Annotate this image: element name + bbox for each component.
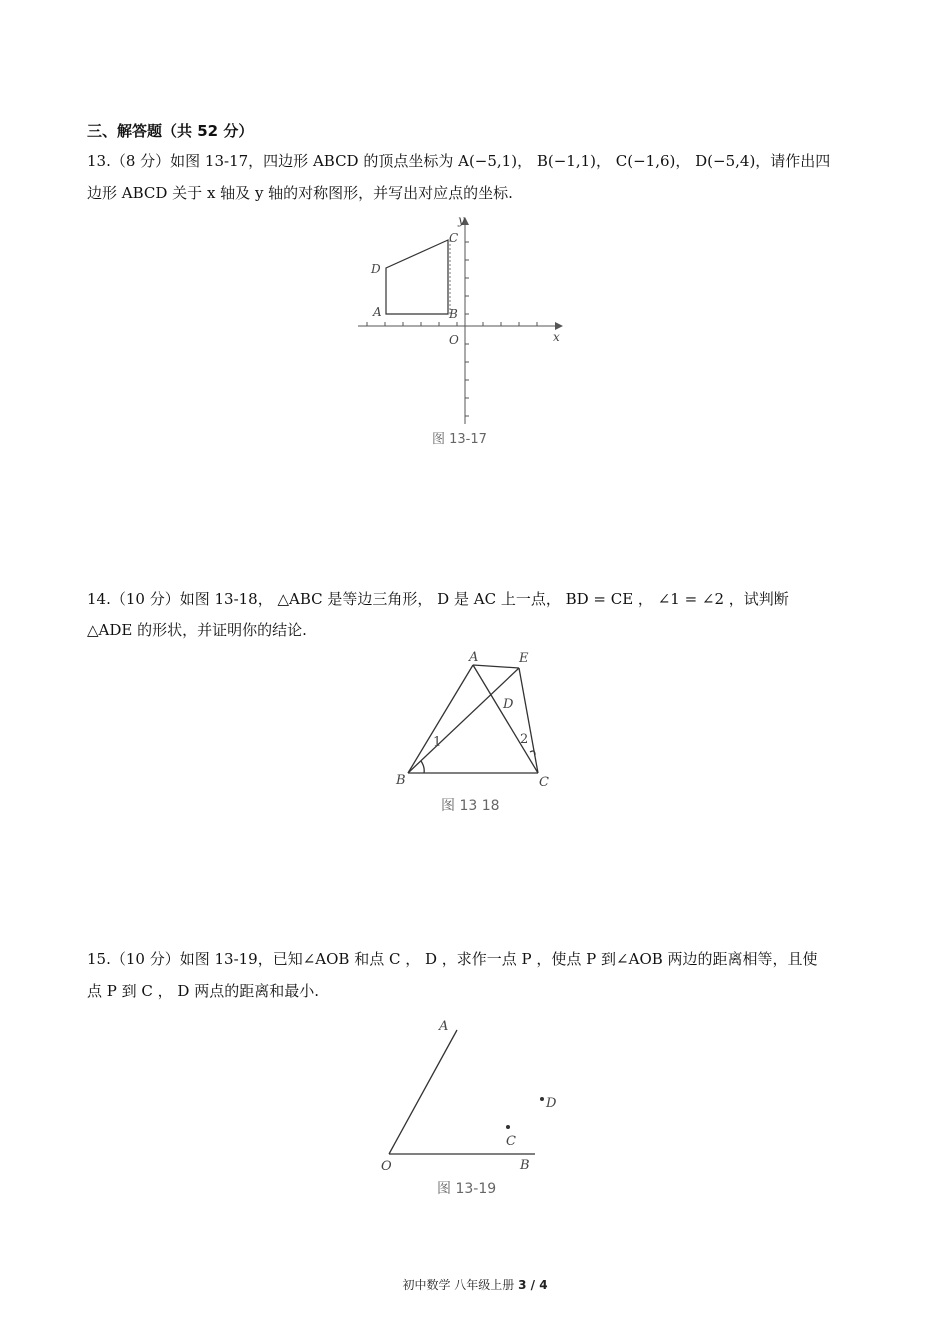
- segment-ab: [408, 665, 473, 773]
- figure-caption: 图 13-17: [432, 432, 487, 447]
- label-c: C: [506, 1134, 516, 1149]
- y-ticks: [465, 242, 469, 416]
- label-c: C: [449, 231, 459, 245]
- page-number: 3 / 4: [518, 1278, 548, 1292]
- figure-13-19: [375, 1010, 575, 1210]
- label-d: D: [546, 1096, 557, 1111]
- label-a: A: [469, 650, 479, 665]
- q14-text-line2: △ADE 的形状，并证明你的结论.: [87, 621, 307, 639]
- section-title: 三、解答题（共 52 分）: [87, 122, 254, 140]
- x-axis-arrow: [555, 322, 563, 330]
- q13-text-line1: 13.（8 分）如图 13-17，四边形 ABCD 的顶点坐标为 A(−5,1)， B(−1,1)， C(−1,6)， D(−5,4)，请作出四: [87, 152, 831, 170]
- label-x: x: [553, 330, 560, 344]
- figure-caption: 图 13-19: [437, 1181, 497, 1197]
- q15-text-line1: 15.（10 分）如图 13-19，已知∠AOB 和点 C ， D ，求作一点 P ，使点 P 到∠AOB 两边的距离相等，且使: [87, 950, 818, 968]
- figure-13-17: [350, 210, 580, 455]
- q15-text-line2: 点 P 到 C ， D 两点的距离和最小.: [87, 982, 319, 1000]
- label-d: D: [371, 262, 381, 276]
- label-angle-1: 1: [433, 735, 442, 750]
- point-d: [540, 1097, 544, 1101]
- point-c: [506, 1125, 510, 1129]
- page-footer: [0, 1276, 950, 1293]
- angle-1-arc: [421, 761, 424, 773]
- q13-text-line2: 边形 ABCD 关于 x 轴及 y 轴的对称图形，并写出对应点的坐标.: [87, 184, 513, 202]
- label-c: C: [539, 775, 549, 790]
- segment-bd-extended: [408, 668, 519, 773]
- label-o: O: [381, 1159, 392, 1174]
- x-ticks: [367, 322, 537, 326]
- segment-ae: [473, 665, 519, 668]
- label-a: A: [439, 1019, 449, 1034]
- label-o: O: [449, 333, 459, 347]
- figure-caption: 图 13 18: [441, 798, 500, 814]
- label-b: B: [449, 307, 458, 321]
- figure-13-18: [385, 645, 565, 820]
- label-b: B: [520, 1158, 530, 1173]
- label-d: D: [503, 697, 514, 712]
- label-angle-2: 2: [520, 732, 529, 747]
- q14-text-line1: 14.（10 分）如图 13-18， △ABC 是等边三角形， D 是 AC 上一点， BD = CE ， ∠1 = ∠2 ，试判断: [87, 590, 789, 608]
- quadrilateral-abcd: [386, 240, 448, 314]
- label-a: A: [373, 305, 382, 319]
- ray-oa: [389, 1030, 457, 1154]
- label-b: B: [396, 773, 406, 788]
- label-y: y: [458, 213, 465, 227]
- label-e: E: [519, 651, 529, 666]
- footer-text: 初中数学 八年级上册: [402, 1278, 515, 1292]
